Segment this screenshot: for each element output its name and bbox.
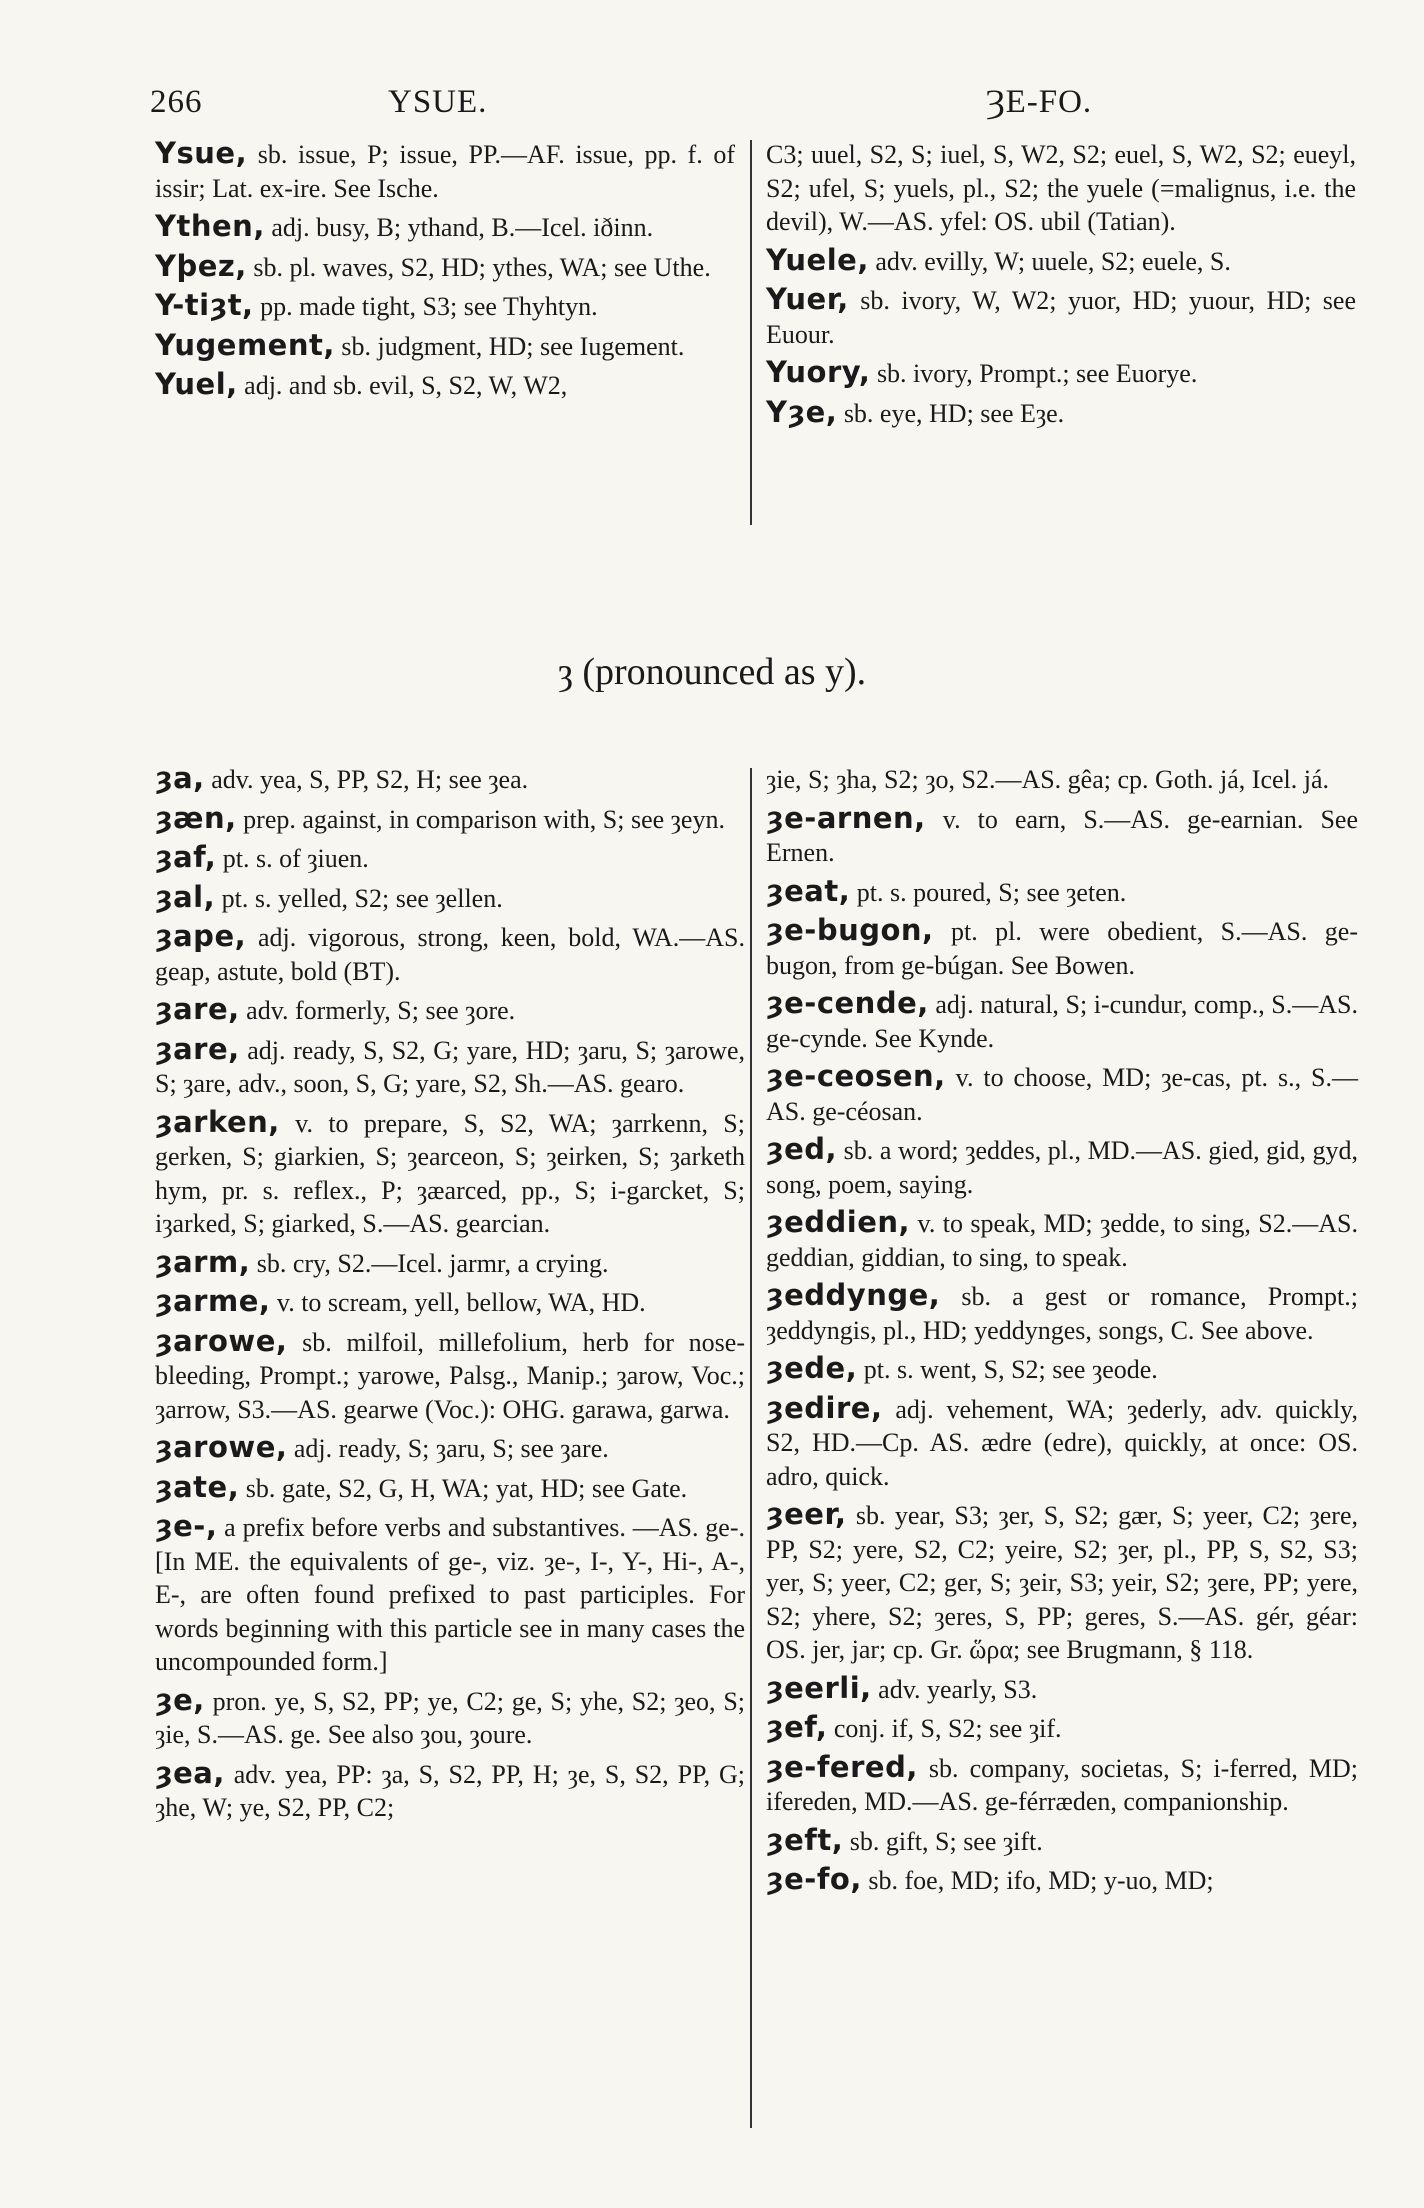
entry-headword: ȝef, xyxy=(766,1710,828,1744)
entry-definition: sb. a word; ȝeddes, pl., MD.—AS. gied, gid, gyd, song, poem, saying. xyxy=(766,1136,1358,1199)
running-head-left: YSUE. xyxy=(388,84,488,120)
entry-headword: ȝare, xyxy=(155,992,240,1026)
dictionary-entry xyxy=(155,762,745,797)
dictionary-entry xyxy=(155,841,745,876)
dictionary-entry xyxy=(766,1206,1358,1274)
dictionary-entry xyxy=(155,289,735,324)
dictionary-entry xyxy=(766,1751,1358,1819)
entry-headword: ȝarm, xyxy=(155,1244,251,1279)
entry-definition: adj. ready, S, S2, G; yare, HD; ȝaru, S; ȝarowe, S; ȝare, adv., soon, S, G; yare, S2, Sh.—AS. gearo. xyxy=(155,1035,745,1098)
entry-definition: adj. vehement, WA; ȝederly, adv. quickly, S2, HD.—Cp. AS. ædre (edre), quickly, at once: OS. adro, quick. xyxy=(766,1394,1358,1491)
dictionary-entry xyxy=(155,1033,745,1101)
entry-headword: ȝe-fered, xyxy=(766,1749,918,1784)
entry-definition: adv. formerly, S; see ȝore. xyxy=(239,996,516,1025)
column-top-right xyxy=(766,137,1356,435)
entry-definition: sb. year, S3; ȝer, S, S2; gær, S; yeer, C2; ȝere, PP, S2; yere, S2, C2; yeire, S2; ȝer, pl., PP, S, S2, S3; yer, S; yeer, C2; ger, S; ȝeir, S3; yeir, S2; ȝere, PP; yere, S2; yhere, S2; ȝeres, S, PP; geres, S.—AS. gér, géar: OS. jer, jar; cp. Gr. ὥρα; see Brugmann, § 118. xyxy=(766,1501,1358,1664)
entry-headword: Ythen, xyxy=(155,209,265,243)
dictionary-entry xyxy=(766,914,1358,982)
entry-definition: conj. if, S, S2; see ȝif. xyxy=(827,1714,1062,1743)
dictionary-entry xyxy=(155,210,735,245)
entry-headword: ȝe-bugon, xyxy=(766,913,934,947)
entry-definition: pron. ye, S, S2, PP; ye, C2; ge, S; yhe, S2; ȝeo, S; ȝie, S.—AS. ge. See also ȝou, ȝoure. xyxy=(155,1686,745,1749)
entry-headword: ȝarowe, xyxy=(155,1323,288,1358)
page-number: 266 xyxy=(150,84,203,120)
column-top-left xyxy=(155,137,735,408)
dictionary-entry xyxy=(766,762,1358,797)
entry-definition: adj. and sb. evil, S, S2, W, W2, xyxy=(237,371,568,400)
entry-definition: sb. company, societas, S; i-ferred, MD; ifereden, MD.—AS. ge-férræden, companionship. xyxy=(766,1753,1358,1816)
entry-definition: sb. milfoil, millefolium, herb for nose-bleeding, Prompt.; yarowe, Palsg., Manip.; ȝarow, Voc.; ȝarrow, S3.—AS. gearwe (Voc.): OHG. garawa, garwa. xyxy=(155,1327,745,1424)
entry-definition: sb. judgment, HD; see Iugement. xyxy=(334,331,685,361)
column-divider-top xyxy=(750,140,752,525)
dictionary-entry xyxy=(766,1133,1358,1201)
entry-definition: adj. busy, B; ythand, B.—Icel. iðinn. xyxy=(264,213,654,242)
entry-headword: Y-tiȝt, xyxy=(155,288,254,322)
entry-headword: ȝarken, xyxy=(155,1104,280,1139)
entry-definition: v. to speak, MD; ȝedde, to sing, S2.—AS. geddian, giddian, to sing, to speak. xyxy=(766,1209,1358,1272)
dictionary-entry xyxy=(766,244,1356,279)
dictionary-entry xyxy=(766,802,1358,870)
dictionary-entry xyxy=(766,1824,1358,1859)
dictionary-entry xyxy=(155,1106,745,1241)
entry-headword: ȝarowe, xyxy=(155,1430,288,1464)
entry-headword: ȝe-ceosen, xyxy=(766,1059,946,1093)
entry-headword: ȝea, xyxy=(155,1755,225,1790)
dictionary-entry xyxy=(155,881,745,916)
dictionary-entry xyxy=(155,993,745,1028)
entry-definition: a prefix before verbs and substantives. —AS. ge-. [In ME. the equivalents of ge-, viz. ȝe-, I-, Y-, Hi-, A-, E-, are often found prefixed to past participles. For words beginning with this particle see in many cases the uncompounded form.] xyxy=(155,1513,745,1676)
dictionary-entry xyxy=(766,987,1358,1055)
entry-headword: Yuer, xyxy=(766,282,849,316)
entry-headword: ȝedire, xyxy=(766,1390,883,1425)
entry-headword: ȝeddynge, xyxy=(766,1278,941,1312)
entry-definition: ȝie, S; ȝha, S2; ȝo, S2.—AS. gêa; cp. Goth. já, Icel. já. xyxy=(766,765,1330,794)
dictionary-entry xyxy=(766,1060,1358,1128)
dictionary-entry xyxy=(155,802,745,837)
entry-headword: ȝeft, xyxy=(766,1822,844,1857)
entry-headword: ȝeat, xyxy=(766,873,851,908)
entry-definition: pt. pl. were obedient, S.—AS. ge-bugon, from ge-búgan. See Bowen. xyxy=(766,917,1358,980)
dictionary-entry xyxy=(766,1711,1358,1746)
dictionary-entry xyxy=(766,1279,1358,1347)
column-bottom-left xyxy=(155,762,745,1830)
dictionary-entry xyxy=(766,875,1358,910)
dictionary-entry xyxy=(766,137,1356,239)
dictionary-entry xyxy=(155,920,745,988)
entry-definition: v. to earn, S.—AS. ge-earnian. See Ernen. xyxy=(766,804,1358,867)
dictionary-entry xyxy=(766,1672,1358,1707)
entry-headword: ȝeer, xyxy=(766,1497,847,1531)
entry-definition: pt. s. poured, S; see ȝeten. xyxy=(850,877,1127,907)
entry-headword: ȝæn, xyxy=(155,800,237,835)
entry-definition: v. to prepare, S, S2, WA; ȝarrkenn, S; gerken, S; giarkien, S; ȝearceon, S; ȝeirken, S; ȝarketh hym, pr. s. reflex., P; ȝæarced, pp., S; i-garcket, S; iȝarked, S; giarked, S.—AS. gearcian. xyxy=(155,1108,745,1238)
dictionary-entry xyxy=(155,1757,745,1825)
entry-headword: ȝed, xyxy=(766,1132,838,1166)
dictionary-entry xyxy=(155,329,735,364)
dictionary-entry xyxy=(155,1510,745,1679)
entry-definition: pp. made tight, S3; see Thyhtyn. xyxy=(253,292,598,321)
column-divider-bottom xyxy=(750,768,752,2128)
entry-definition: sb. pl. waves, S2, HD; ythes, WA; see Uthe. xyxy=(246,252,711,282)
entry-headword: ȝe-cende, xyxy=(766,986,929,1020)
entry-headword: ȝa, xyxy=(155,761,205,795)
entry-definition: v. to scream, yell, bellow, WA, HD. xyxy=(270,1288,646,1317)
entry-headword: Yȝe, xyxy=(766,394,838,429)
dictionary-entry xyxy=(766,283,1356,351)
entry-headword: ȝe-arnen, xyxy=(766,800,926,835)
entry-definition: sb. eye, HD; see Eȝe. xyxy=(837,398,1065,428)
dictionary-entry xyxy=(766,356,1356,391)
entry-definition: sb. foe, MD; ifo, MD; y-uo, MD; xyxy=(861,1866,1214,1895)
entry-headword: ȝeddien, xyxy=(766,1205,911,1239)
entry-headword: ȝare, xyxy=(155,1031,240,1066)
entry-definition: adv. yea, S, PP, S2, H; see ȝea. xyxy=(204,765,529,794)
entry-headword: ȝarme, xyxy=(155,1284,271,1318)
entry-definition: v. to choose, MD; ȝe-cas, pt. s., S.—AS. ge-céosan. xyxy=(766,1063,1358,1126)
entry-definition: sb. ivory, W, W2; yuor, HD; yuour, HD; see Euour. xyxy=(766,286,1356,349)
entry-headword: ȝape, xyxy=(155,919,247,953)
running-head-right: ȜE-FO. xyxy=(986,84,1093,120)
entry-definition: sb. gift, S; see ȝift. xyxy=(843,1826,1043,1856)
entry-definition: adj. natural, S; i-cundur, comp., S.—AS. ge-cynde. See Kynde. xyxy=(766,990,1358,1053)
entry-headword: ȝe-, xyxy=(155,1509,218,1543)
entry-headword: ȝal, xyxy=(155,879,216,914)
entry-headword: ȝe-fo, xyxy=(766,1862,862,1896)
entry-definition: pt. s. yelled, S2; see ȝellen. xyxy=(215,883,503,913)
entry-definition: adv. yea, PP: ȝa, S, S2, PP, H; ȝe, S, S2, PP, G; ȝhe, W; ye, S2, PP, C2; xyxy=(155,1759,745,1822)
page-header xyxy=(150,84,1280,134)
dictionary-entry xyxy=(155,1285,745,1320)
dictionary-entry xyxy=(155,1246,745,1281)
entry-headword: Yuory, xyxy=(766,355,871,389)
entry-headword: ȝeerli, xyxy=(766,1670,872,1705)
entry-headword: Yugement, xyxy=(155,327,335,362)
entry-headword: Yuele, xyxy=(766,242,869,277)
entry-headword: ȝate, xyxy=(155,1469,240,1504)
dictionary-entry xyxy=(766,1352,1358,1387)
entry-definition: adv. yearly, S3. xyxy=(871,1674,1038,1704)
column-bottom-right xyxy=(766,762,1358,1903)
entry-definition: adj. ready, S; ȝaru, S; see ȝare. xyxy=(287,1434,609,1463)
entry-headword: ȝaf, xyxy=(155,840,217,874)
dictionary-entry xyxy=(155,1325,745,1427)
dictionary-entry xyxy=(155,368,735,403)
entry-definition: sb. issue, P; issue, PP.—AF. issue, pp. f. of issir; Lat. ex-ire. See Ische. xyxy=(155,140,735,203)
dictionary-entry xyxy=(155,1684,745,1752)
entry-definition: pt. s. of ȝiuen. xyxy=(216,844,369,873)
entry-definition: adj. vigorous, strong, keen, bold, WA.—AS. geap, astute, bold (BT). xyxy=(155,923,745,986)
dictionary-entry xyxy=(155,1471,745,1506)
entry-definition: C3; uuel, S2, S; iuel, S, W2, S2; euel, S, W2, S2; eueyl, S2; ufel, S; yuels, pl., S2; the yuele (=malignus, i.e. the devil), W.—AS. yfel: OS. ubil (Tatian). xyxy=(766,140,1356,236)
dictionary-entry xyxy=(766,1863,1358,1898)
dictionary-entry xyxy=(766,396,1356,431)
dictionary-entry xyxy=(766,1392,1358,1494)
dictionary-entry xyxy=(155,250,735,285)
section-title: ȝ (pronounced as y). xyxy=(557,651,867,693)
entry-headword: ȝede, xyxy=(766,1351,858,1385)
dictionary-entry xyxy=(155,1431,745,1466)
dictionary-entry xyxy=(766,1498,1358,1667)
entry-definition: adv. evilly, W; uuele, S2; euele, S. xyxy=(868,246,1231,276)
entry-definition: prep. against, in comparison with, S; see ȝeyn. xyxy=(236,804,725,834)
dictionary-entry xyxy=(155,137,735,205)
entry-headword: Yuel, xyxy=(155,367,238,401)
entry-headword: ȝe, xyxy=(155,1682,205,1717)
entry-definition: sb. ivory, Prompt.; see Euorye. xyxy=(870,359,1198,388)
entry-headword: Ysue, xyxy=(155,136,248,170)
entry-definition: sb. gate, S2, G, H, WA; yat, HD; see Gate. xyxy=(239,1473,688,1503)
entry-definition: sb. a gest or romance, Prompt.; ȝeddyngis, pl., HD; yeddynges, songs, C. See above. xyxy=(766,1282,1358,1345)
entry-definition: pt. s. went, S, S2; see ȝeode. xyxy=(857,1355,1158,1384)
entry-definition: sb. cry, S2.—Icel. jarmr, a crying. xyxy=(250,1248,609,1278)
entry-headword: Yþez, xyxy=(155,248,247,283)
